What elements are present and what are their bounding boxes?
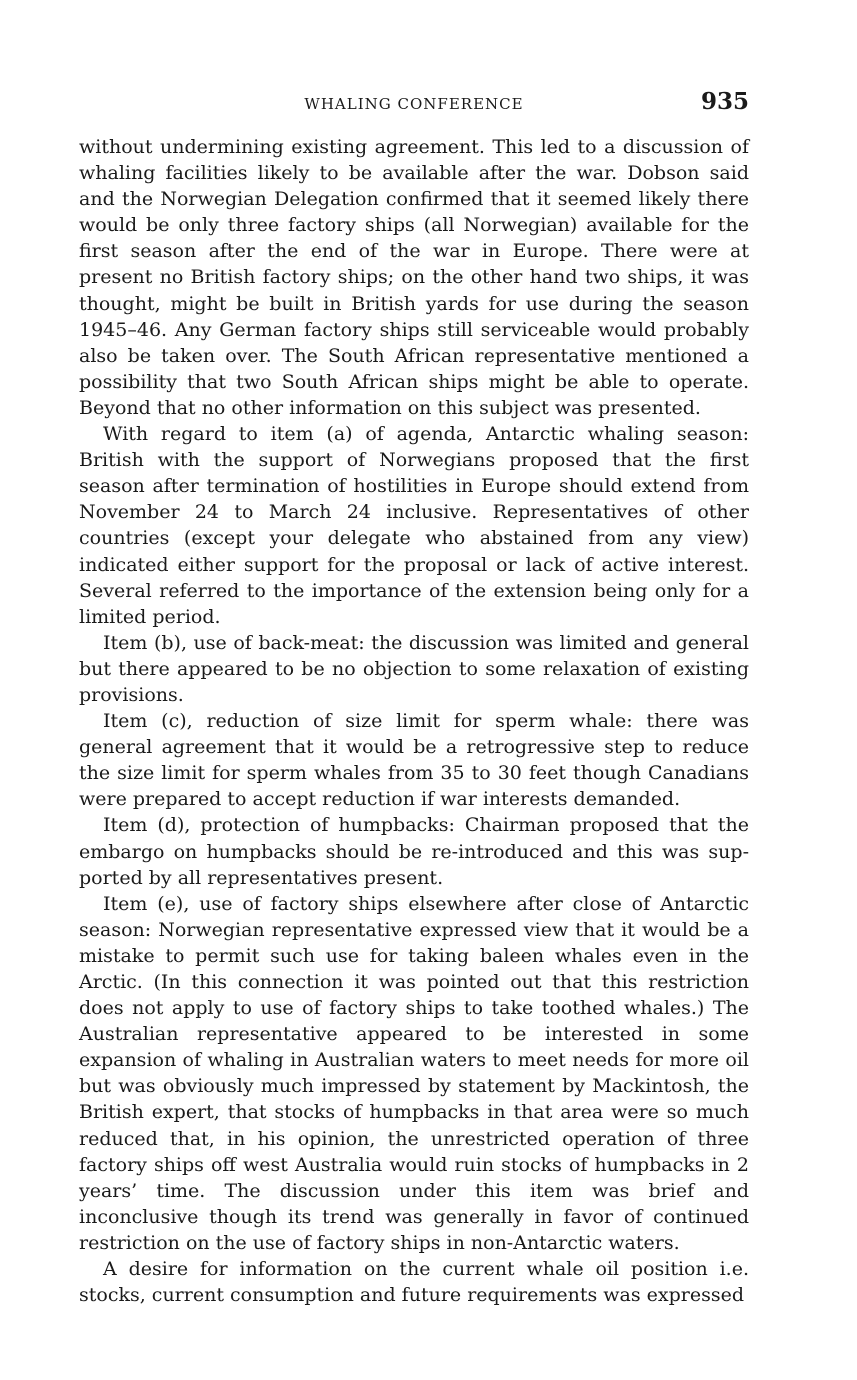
- page-number: 935: [700, 88, 749, 115]
- paragraph-item-c: Item (c), reduction of size limit for sperm whale: there was general agreement that it would be a retrogressive step to reduce the size limit for sperm whales from 35 to 30 feet though Canadians were prepared to accept reduction if war interests demanded.: [79, 710, 749, 811]
- running-title: WHALING CONFERENCE: [304, 95, 524, 113]
- paragraph-item-a: With regard to item (a) of agenda, Antarctic whaling season: British with the support of Norwegians proposed that the first season after termination of hostilities in Europe should extend from November 24 to March 24 inclusive. Representatives of other countries (except your delegate who abstained from any view) indicated either support for the proposal or lack of active interest. Several referred to the importance of the extension being only for a limited period.: [79, 423, 749, 628]
- paragraph-item-d: Item (d), protection of humpbacks: Chairman proposed that the embargo on humpbacks should be re-introduced and this was supported by all representatives present.: [79, 814, 749, 889]
- document-page: [79, 88, 749, 1308]
- body-text: [79, 134, 749, 1308]
- running-header: [79, 88, 749, 122]
- paragraph-whale-oil: A desire for information on the current whale oil position i.e. stocks, current consumption and future requirements was expressed: [79, 1258, 749, 1307]
- paragraph-item-b: Item (b), use of back-meat: the discussion was limited and general but there appeared to be no objection to some relaxation of existing provisions.: [79, 631, 749, 706]
- paragraph-item-e: Item (e), use of factory ships elsewhere after close of Antarctic season: Norwegian representative expressed view that it would be a mistake to permit such use for taking baleen whales even in the Arctic. (In this connection it was pointed out that this restriction does not apply to use of factory ships to take toothed whales.) The Australian representative appeared to be interested in some expansion of whaling in Australian waters to meet needs for more oil but was obviously much impressed by statement by Mackintosh, the British expert, that stocks of humpbacks in that area were so much reduced that, in his opinion, the unrestricted operation of three factory ships off west Australia would ruin stocks of humpbacks in 2 years’ time. The discussion under this item was brief and inconclusive though its trend was generally in favor of continued restriction on the use of factory ships in non-Antarctic waters.: [79, 892, 749, 1254]
- paragraph-continuation: without undermining existing agreement. This led to a discussion of whaling facilities likely to be available after the war. Dobson said and the Norwegian Delegation confirmed that it seemed likely there would be only three factory ships (all Norwegian) available for the first season after the end of the war in Europe. There were at present no British factory ships; on the other hand two ships, it was thought, might be built in British yards for use during the season 1945–46. Any German factory ships still serviceable would probably also be taken over. The South African representative mentioned a possibility that two South African ships might be able to operate. Beyond that no other information on this subject was presented.: [79, 136, 749, 419]
